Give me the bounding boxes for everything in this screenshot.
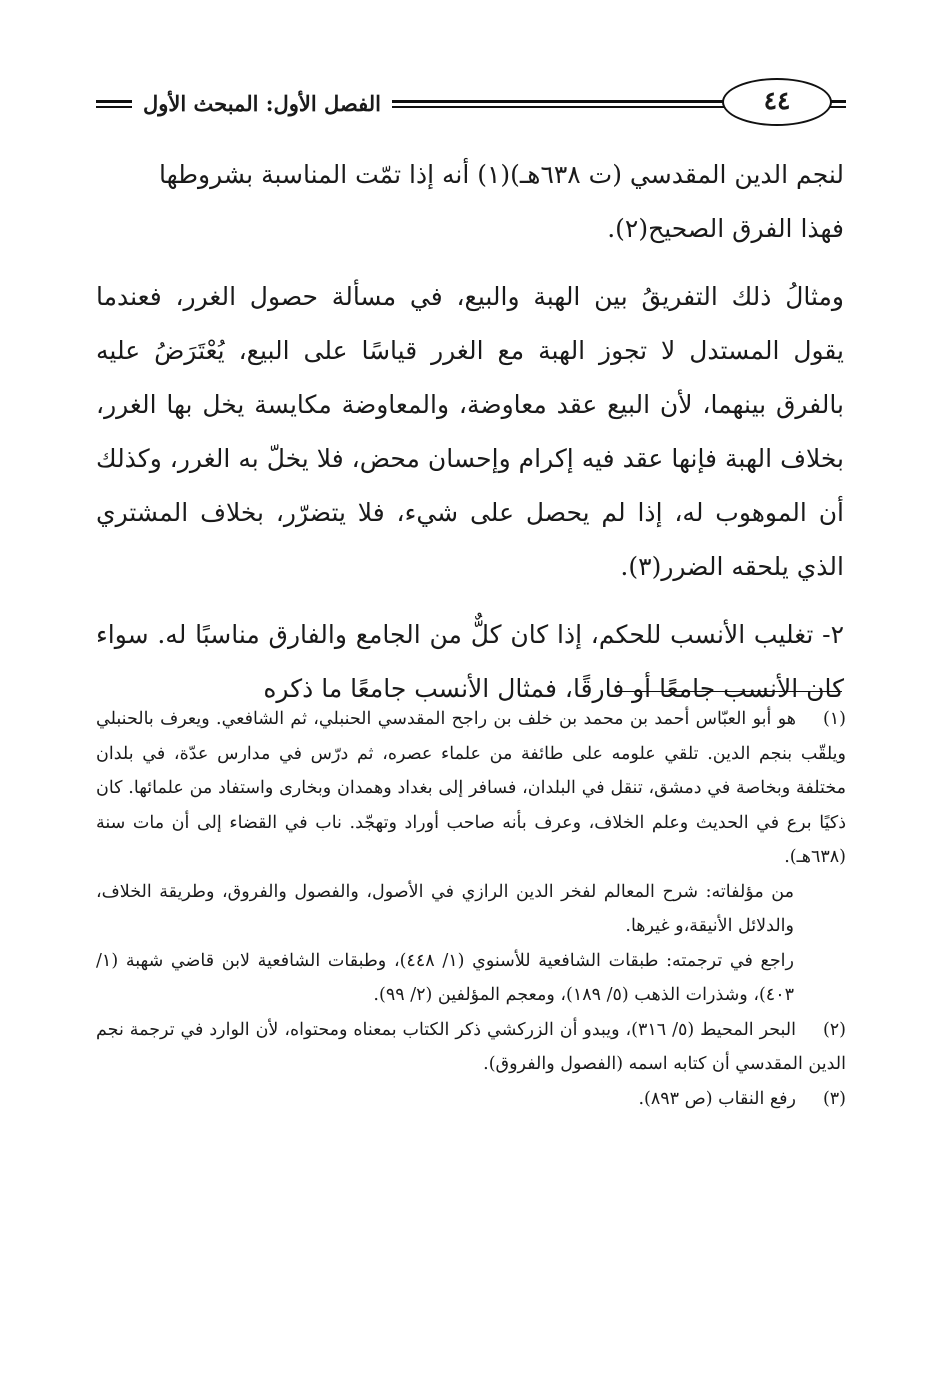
main-text [96,148,844,716]
footnote-number: (١) [822,709,846,729]
footnote-text: البحر المحيط (٥/ ٣١٦)، ويبدو أن الزركشي ذكر الكتاب بمعناه ومحتواه، لأن الوارد في ترجمة نجم الدين المقدسي أن كتابه اسمه (الفصول والفروق). [96,1019,846,1074]
footnote-1 [96,702,846,875]
footnote-text: رفع النقاب (ص ٨٩٣). [638,1088,796,1109]
page-number: ٤٤ [722,78,832,126]
list-item-2: ٢- تغليب الأنسب للحكم، إذا كان كلٌّ من الجامع والفارق مناسبًا له. سواء كان الأنسب جامعًا أو فارقًا، فمثال الأنسب جامعًا ما ذكره [96,620,844,703]
footnote-1-works: من مؤلفاته: شرح المعالم لفخر الدين الرازي في الأصول، والفصول والفروق، وطريقة الخلاف، والدلائل الأنيقة،و غيرها. [96,881,794,936]
footnote-text: هو أبو العبّاس أحمد بن محمد بن خلف بن راجح المقدسي الحنبلي، ثم الشافعي. ويعرف بالحنبلي ويلقّب بنجم الدين. تلقي علومه على طائفة من علماء عصره، ثم درّس في مدارس عدّة، في بلدان مختلفة وبخاصة في دمشق، تنقل في البلدان، فسافر إلى بغداد وهمدان وبخارى واستفاد من علمائها. كان ذكيًا برع في الحديث وعلم الخلاف، وعرف بأنه صاحب أوراد وتهجّد. ناب في القضاء إلى أن مات سنة (٦٣٨هـ). [96,709,846,867]
header-rule-end [96,100,124,108]
footnotes [96,702,846,1116]
footnote-1-sources: راجع في ترجمته: طبقات الشافعية للأسنوي (١/ ٤٤٨)، وطبقات الشافعية لابن قاضي شهبة (١/ ٤٠٣)، وشذرات الذهب (٥/ ١٨٩)، ومعجم المؤلفين (٢/ ٩٩). [96,950,794,1005]
paragraph-2: ومثالُ ذلك التفريقُ بين الهبة والبيع، في مسألة حصول الغرر، فعندما يقول المستدل لا تجوز الهبة مع الغرر قياسًا على البيع، يُعْتَرَضُ عليه بالفرق بينهما، لأن البيع عقد معاوضة، والمعاوضة مكايسة يخل بها الغرر، بخلاف الهبة فإنها عقد فيه إكرام وإحسان محض، فلا يخلّ به الغرر، وكذلك أن الموهوب له، إذا لم يحصل على شيء، فلا يتضرّر، بخلاف المشتري الذي يلحقه الضرر(٣). [96,282,844,581]
footnote-number: (٢) [822,1019,846,1040]
running-title: الفصل الأول: المبحث الأول [132,84,392,124]
page-header [96,78,846,132]
footnote-number: (٣) [822,1088,846,1109]
paragraph-1-line-1: لنجم الدين المقدسي (ت ٦٣٨هـ)(١) أنه إذا تمّت المناسبة بشروطها [158,160,844,189]
footnote-3 [96,1082,846,1117]
footnote-2 [96,1013,846,1082]
paragraph-1-line-2: فهذا الفرق الصحيح(٢). [607,214,844,243]
footnote-separator [616,691,842,692]
